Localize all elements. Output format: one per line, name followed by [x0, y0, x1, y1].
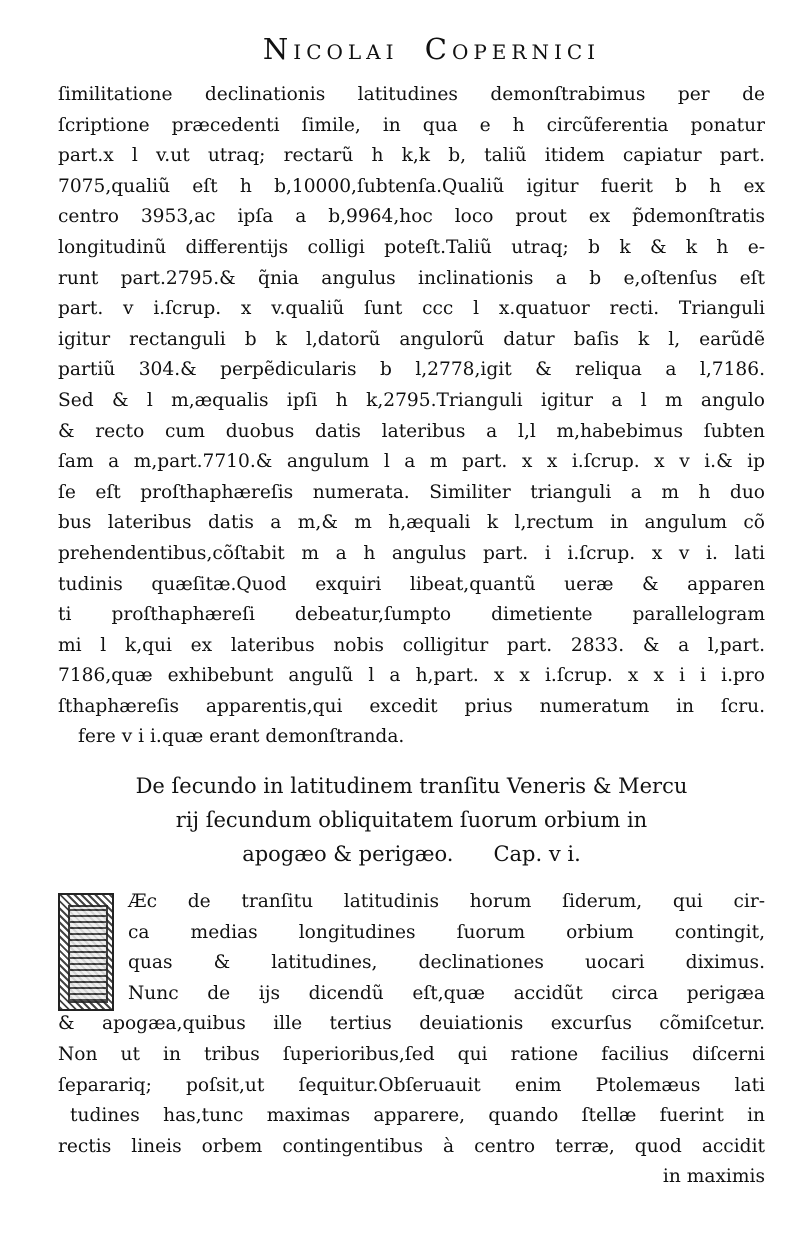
text-line: & apogæa,quibus ille tertius deuiationis excurſus cõmiſcetur.: [58, 1013, 765, 1035]
text-line: tudinis quæſitæ.Quod exquiri libeat,quantũ ueræ & apparen: [58, 573, 765, 595]
text-line: ti proſthaphæreſi debeatur,ſumpto dimetiente parallelogram: [58, 604, 765, 626]
running-head-left: Nicolai: [262, 32, 399, 66]
text-line: ſam a m,part.7710.& angulum l a m part. x x i.ſcrup. x v i.& ip: [58, 451, 765, 473]
text-line: Nunc de ijs dicendũ eſt,quæ accidũt circa perigæa: [128, 982, 765, 1004]
text-line: quas & latitudines, declinationes uocari diximus.: [128, 952, 765, 974]
text-line: ſthaphæreſis apparentis,qui excedit prius numeratum in ſcru.: [58, 695, 765, 717]
text-line: centro 3953,ac ipſa a b,9964,hoc loco prout ex p̃demonſtratis: [58, 206, 765, 228]
paragraph-2: [58, 887, 765, 1193]
text-line: prehendentibus,cõſtabit m a h angulus part. i i.ſcrup. x v i. lati: [58, 542, 765, 564]
text-line: fere v i i.quæ erant demonſtranda.: [78, 726, 405, 748]
running-head-right: Copernici: [424, 32, 601, 66]
text-line: bus lateribus datis a m,& m h,æquali k l,rectum in angulum cõ: [58, 512, 765, 534]
text-line: Sed & l m,æqualis ipſi h k,2795.Trianguli igitur a l m angulo: [58, 389, 765, 411]
text-line: ſe eſt proſthaphæreſis numerata. Similiter trianguli a m h duo: [58, 481, 765, 503]
text-line: runt part.2795.& q̃nia angulus inclinationis a b e,oſtenſus eſt: [58, 267, 765, 289]
text-line: tudines has,tunc maximas apparere, quando ſtellæ fuerint in: [70, 1105, 765, 1127]
text-line: longitudinũ differentijs colligi poteſt.Taliũ utraq; b k & k h e-: [58, 236, 765, 258]
text-line: & recto cum duobus datis lateribus a l,l m,habebimus ſubten: [58, 420, 765, 442]
text-line: part.x l v.ut utraq; rectarũ h k,k b, taliũ itidem capiatur part.: [58, 145, 765, 167]
heading-line: rij ſecundum obliquitatem ſuorum orbium in: [175, 808, 648, 833]
paragraph-1: [58, 80, 765, 753]
text-line: Non ut in tribus ſuperioribus,ſed qui ratione facilius diſcerni: [58, 1044, 765, 1066]
text-line: Æc de tranſitu latitudinis horum ſiderum, qui cir-: [128, 891, 765, 913]
text-line: ſeparariq; poſsit,ut ſequitur.Obſeruauit enim Ptolemæus lati: [58, 1074, 765, 1096]
text-line: mi l k,qui ex lateribus nobis colligitur part. 2833. & a l,part.: [58, 634, 765, 656]
text-line: part. v i.ſcrup. x v.qualiũ ſunt ccc l x.quatuor recti. Trianguli: [58, 298, 765, 320]
running-head: [98, 32, 765, 66]
text-line: 7075,qualiũ eſt h b,10000,ſubtenſa.Qualiũ igitur fuerit b h ex: [58, 175, 765, 197]
text-line: ſcriptione præcedenti ſimile, in qua e h circũferentia ponatur: [58, 114, 765, 136]
text-line: ca medias longitudines ſuorum orbium contingit,: [128, 921, 765, 943]
chapter-heading: [58, 769, 765, 871]
heading-line: De ſecundo in latitudinem tranſitu Veneris & Mercu: [135, 774, 688, 799]
heading-line: apogæo & perigæo. Cap. v i.: [242, 842, 581, 867]
text-line: ſimilitatione declinationis latitudines demonſtrabimus per de: [58, 84, 765, 105]
catchword-line: in maximis: [662, 1166, 765, 1188]
text-line: partiũ 304.& perpẽdicularis b l,2778,igit & reliqua a l,7186.: [58, 359, 765, 381]
text-line: rectis lineis orbem contingentibus à centro terræ, quod accidit: [58, 1135, 765, 1157]
decorated-initial: [58, 893, 114, 1011]
text-line: 7186,quæ exhibebunt angulũ l a h,part. x x i.ſcrup. x x i i i.pro: [58, 665, 765, 687]
text-line: igitur rectanguli b k l,datorũ angulorũ datur baſis k l, earũdẽ: [58, 328, 765, 350]
